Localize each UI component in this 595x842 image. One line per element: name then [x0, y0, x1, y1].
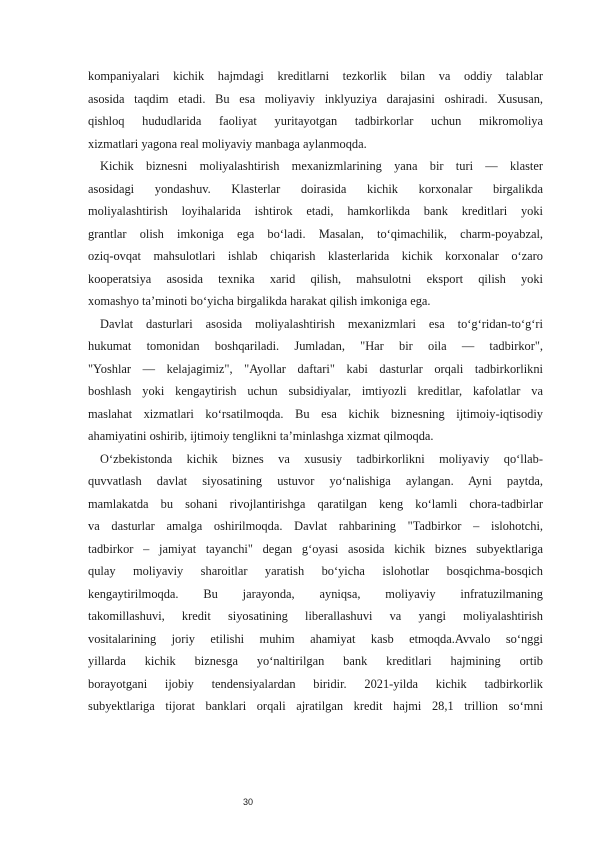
text-line: va dasturlar amalga oshirilmoqda. Davlat rahbarining "Tadbirkor – islohotchi,: [88, 519, 543, 533]
text-line: asosidagi yondashuv. Klasterlar doirasida kichik korxonalar birgalikda: [88, 181, 543, 196]
text-line: mamlakatda bu sohani rivojlantirishga qaratilgan keng ko‘lamli chora-tadbirlar: [88, 496, 543, 511]
text-line: vositalarining joriy etilishi muhim ahamiyat kasb etmoqda.Avvalo so‘nggi: [88, 631, 543, 646]
text-line: hukumat tomonidan boshqariladi. Jumladan, "Har bir oila — tadbirkor",: [88, 339, 543, 353]
text-line: qishloq hududlarida faoliyat yuritayotgan tadbirkorlar uchun mikromoliya: [88, 114, 543, 128]
text-line: quvvatlash davlat siyosatining ustuvor yo‘nalishiga aylangan. Ayni paytda,: [88, 474, 543, 488]
text-line: Davlat dasturlari asosida moliyalashtirish mexanizmlari esa to‘g‘ridan-to‘g‘ri: [100, 316, 543, 331]
text-line: asosida taqdim etadi. Bu esa moliyaviy inklyuziya darajasini oshiradi. Xususan,: [88, 91, 543, 106]
text-line: qulay moliyaviy sharoitlar yaratish bo‘yicha islohotlar bosqichma-bosqich: [88, 564, 543, 578]
text-line: ahamiyatini oshirib, ijtimoiy tenglikni ta’minlashga xizmat qilmoqda.: [88, 429, 434, 443]
text-line: takomillashuvi, kredit siyosatining liberallashuvi va yangi moliyalashtirish: [88, 609, 543, 623]
text-line: boshlash yoki kengaytirish uchun subsidiyalar, imtiyozli kreditlar, kafolatlar va: [88, 384, 543, 398]
text-line: "Yoshlar — kelajagimiz", "Ayollar daftari" kabi dasturlar orqali tadbirkorlikni: [88, 361, 543, 376]
text-line: xomashyo ta’minoti bo‘yicha birgalikda harakat qilish imkoniga ega.: [88, 294, 431, 308]
text-line: grantlar olish imkoniga ega bo‘ladi. Masalan, to‘qimachilik, charm-poyabzal,: [88, 226, 543, 241]
text-line: yillarda kichik biznesga yo‘naltirilgan bank kreditlari hajmining ortib: [88, 654, 543, 668]
text-line: tadbirkor – jamiyat tayanchi" degan g‘oyasi asosida kichik biznes subyektlariga: [88, 541, 543, 556]
text-line: subyektlariga tijorat banklari orqali ajratilgan kredit hajmi 28,1 trillion so‘mni: [88, 699, 543, 713]
text-line: moliyalashtirish loyihalarida ishtirok etadi, hamkorlikda bank kreditlari yoki: [88, 204, 543, 218]
text-line: O‘zbekistonda kichik biznes va xususiy tadbirkorlikni moliyaviy qo‘llab-: [100, 451, 543, 466]
document-body: [88, 65, 543, 718]
text-line: Kichik biznesni moliyalashtirish mexanizmlarining yana bir turi — klaster: [100, 159, 543, 173]
text-line: maslahat xizmatlari ko‘rsatilmoqda. Bu esa kichik biznesning ijtimoiy-iqtisodiy: [88, 406, 543, 421]
text-line: xizmatlari yagona real moliyaviy manbaga aylanmoqda.: [88, 136, 367, 151]
text-line: kooperatsiya asosida texnika xarid qilish, mahsulotni eksport qilish yoki: [88, 271, 543, 286]
text-line: kompaniyalari kichik hajmdagi kreditlarni tezkorlik bilan va oddiy talablar: [88, 69, 543, 83]
text-line: borayotgani ijobiy tendensiyalardan biridir. 2021-yilda kichik tadbirkorlik: [88, 676, 543, 691]
text-line: kengaytirilmoqda. Bu jarayonda, ayniqsa, moliyaviy infratuzilmaning: [88, 586, 543, 601]
page-number: 30: [243, 797, 254, 807]
text-line: oziq-ovqat mahsulotlari ishlab chiqarish klasterlarida kichik korxonalar o‘zaro: [88, 249, 543, 263]
